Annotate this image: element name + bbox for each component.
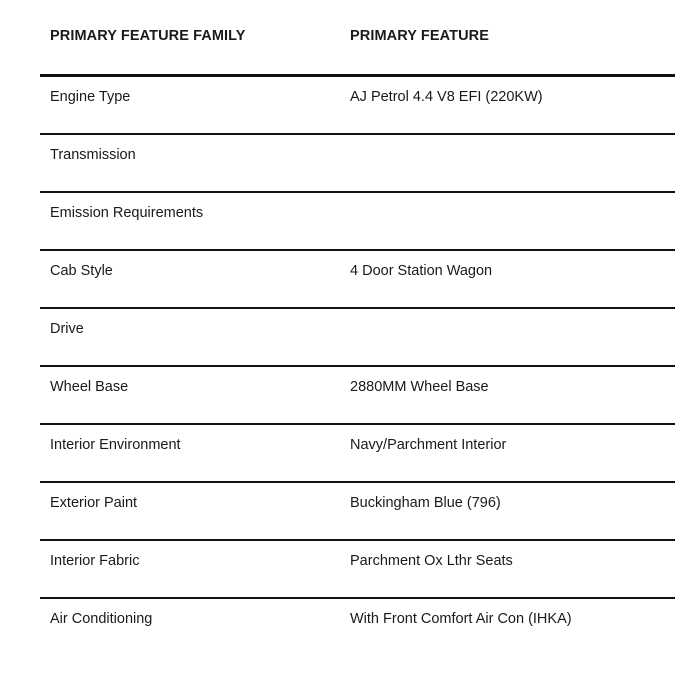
feature-family-cell: Engine Type [50,89,131,105]
feature-family-cell: Exterior Paint [50,495,138,511]
table-row [40,599,675,655]
table-row [40,251,675,309]
primary-feature-cell: With Front Comfort Air Con (IHKA) [350,611,572,627]
primary-feature-cell: AJ Petrol 4.4 V8 EFI (220KW) [350,89,543,105]
primary-feature-cell: Buckingham Blue (796) [350,495,501,511]
table-row [40,425,675,483]
table-row [40,193,675,251]
feature-family-cell: Drive [50,321,84,337]
table-row [40,77,675,135]
header-primary-feature: PRIMARY FEATURE [350,28,489,44]
table-row [40,367,675,425]
table-header [40,0,675,77]
primary-feature-cell: Parchment Ox Lthr Seats [350,553,513,569]
feature-table [40,0,675,655]
header-feature-family: PRIMARY FEATURE FAMILY [50,28,246,44]
primary-feature-cell: 4 Door Station Wagon [350,263,493,279]
primary-feature-cell: 2880MM Wheel Base [350,379,489,395]
feature-family-cell: Interior Environment [50,437,181,453]
feature-family-cell: Cab Style [50,263,113,279]
feature-family-cell: Wheel Base [50,379,129,395]
feature-family-cell: Emission Requirements [50,205,204,221]
feature-family-cell: Interior Fabric [50,553,140,569]
table-row [40,541,675,599]
primary-feature-cell: Navy/Parchment Interior [350,437,507,453]
table-row [40,309,675,367]
feature-family-cell: Transmission [50,147,136,163]
table-row [40,483,675,541]
feature-family-cell: Air Conditioning [50,611,153,627]
table-row [40,135,675,193]
